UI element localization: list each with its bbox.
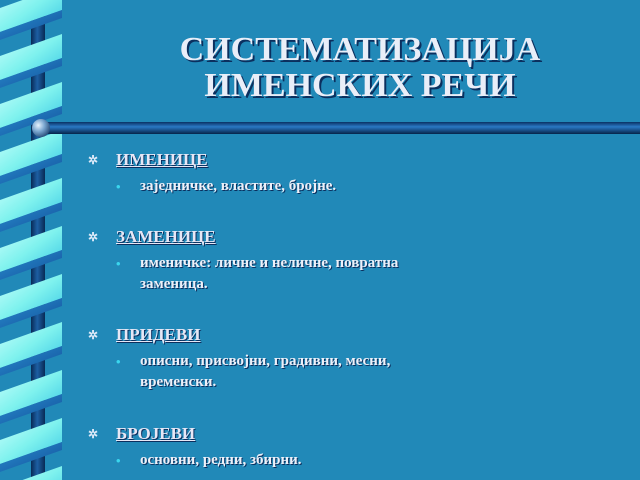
section-heading-brojevi (88, 424, 195, 444)
section-item (116, 450, 302, 471)
section-heading-zamenice (88, 227, 216, 247)
section-heading-label: ЗАМЕНИЦЕ (116, 227, 216, 246)
section-heading-label: ПРИДЕВИ (116, 325, 201, 344)
section-item-text: заједничке, властите, бројне. (140, 178, 337, 194)
section-item-text: основни, редни, збирни. (140, 452, 302, 468)
asterisk-bullet-icon: ✲ (88, 230, 99, 244)
title-line-1: СИСТЕМАТИЗАЦИЈА (179, 31, 541, 68)
section-item (116, 176, 336, 197)
dot-bullet-icon: • (116, 453, 121, 468)
section-item (116, 351, 390, 393)
section-heading-pridevi (88, 325, 200, 345)
section-heading-label: БРОЈЕВИ (116, 424, 196, 443)
decorative-ribbon (0, 0, 75, 480)
section-item-text: описни, присвојни, градивни, месни, временски. (140, 353, 391, 390)
dot-bullet-icon: • (116, 179, 121, 194)
dot-bullet-icon: • (116, 354, 121, 369)
asterisk-bullet-icon: ✲ (88, 328, 99, 342)
rod-knob-icon (32, 119, 50, 137)
section-item-text: именичке: личне и неличне, повратна заменица. (140, 255, 399, 292)
section-item (116, 253, 398, 295)
asterisk-bullet-icon: ✲ (88, 153, 99, 167)
bullet-list (88, 0, 608, 480)
title-line-2: ИМЕНСКИХ РЕЧИ (204, 67, 516, 104)
section-heading-imenice (88, 150, 208, 170)
section-heading-label: ИМЕНИЦЕ (116, 150, 208, 169)
dot-bullet-icon: • (116, 256, 121, 271)
asterisk-bullet-icon: ✲ (88, 427, 99, 441)
